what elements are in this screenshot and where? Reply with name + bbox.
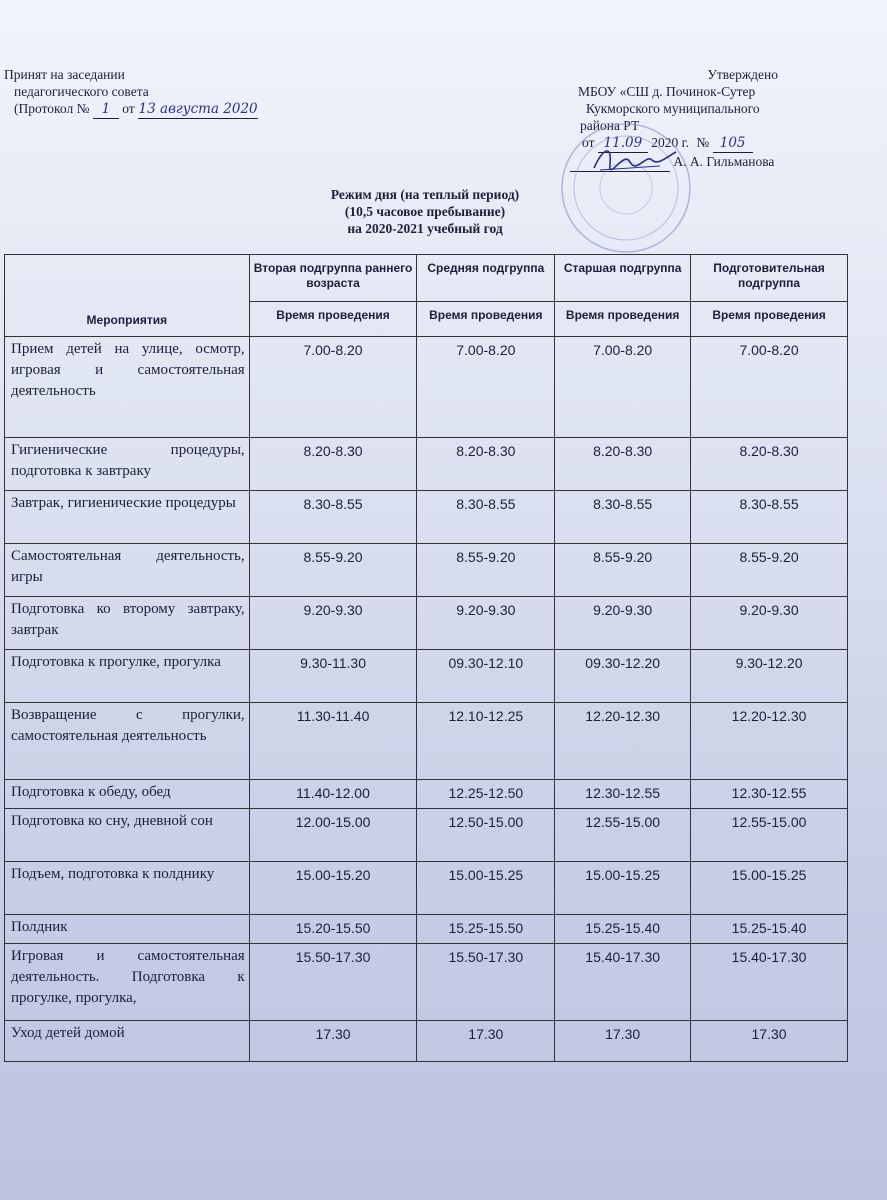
time-header: Время проведения bbox=[691, 302, 848, 337]
order-year: 2020 г. bbox=[651, 135, 689, 150]
time-cell: 8.30-8.55 bbox=[691, 491, 848, 544]
activity-cell: Возвращение с прогулки, самостоятельная деятельность bbox=[5, 703, 250, 780]
table-row bbox=[5, 703, 848, 780]
time-cell: 15.25-15.40 bbox=[691, 915, 848, 944]
time-cell: 9.30-11.30 bbox=[249, 650, 417, 703]
time-cell: 15.25-15.40 bbox=[555, 915, 691, 944]
table-row bbox=[5, 337, 848, 438]
time-cell: 17.30 bbox=[691, 1021, 848, 1062]
time-cell: 17.30 bbox=[555, 1021, 691, 1062]
time-header: Время проведения bbox=[249, 302, 417, 337]
table-row bbox=[5, 597, 848, 650]
activity-cell: Игровая и самостоятельная деятельность. Подготовка к прогулке, прогулка, bbox=[5, 944, 250, 1021]
table-row bbox=[5, 780, 848, 809]
org-line3: района РТ bbox=[580, 118, 640, 133]
time-cell: 8.20-8.30 bbox=[249, 438, 417, 491]
activity-cell: Гигиенические процедуры, подготовка к завтраку bbox=[5, 438, 250, 491]
time-cell: 9.30-12.20 bbox=[691, 650, 848, 703]
table-row bbox=[5, 438, 848, 491]
time-cell: 15.20-15.50 bbox=[249, 915, 417, 944]
time-cell: 8.20-8.30 bbox=[417, 438, 555, 491]
signatory-name: А. А. Гильманова bbox=[673, 154, 775, 169]
protocol-prefix: (Протокол № bbox=[14, 101, 90, 116]
time-cell: 7.00-8.20 bbox=[691, 337, 848, 438]
time-cell: 8.55-9.20 bbox=[691, 544, 848, 597]
time-cell: 15.40-17.30 bbox=[691, 944, 848, 1021]
activity-cell: Самостоятельная деятельность, игры bbox=[5, 544, 250, 597]
time-cell: 12.55-15.00 bbox=[555, 809, 691, 862]
group-header: Старшая подгруппа bbox=[555, 255, 691, 302]
table-row bbox=[5, 650, 848, 703]
time-cell: 7.00-8.20 bbox=[417, 337, 555, 438]
time-cell: 7.00-8.20 bbox=[249, 337, 417, 438]
table-row bbox=[5, 1021, 848, 1062]
table-row bbox=[5, 944, 848, 1021]
time-cell: 9.20-9.30 bbox=[417, 597, 555, 650]
group-header: Средняя подгруппа bbox=[417, 255, 555, 302]
time-cell: 12.50-15.00 bbox=[417, 809, 555, 862]
activity-cell: Уход детей домой bbox=[5, 1021, 250, 1062]
time-cell: 8.55-9.20 bbox=[249, 544, 417, 597]
time-cell: 12.10-12.25 bbox=[417, 703, 555, 780]
approved-label: Утверждено bbox=[707, 67, 778, 82]
table-row bbox=[5, 915, 848, 944]
time-cell: 15.25-15.50 bbox=[417, 915, 555, 944]
time-cell: 15.50-17.30 bbox=[417, 944, 555, 1021]
activity-cell: Подготовка ко сну, дневной сон bbox=[5, 809, 250, 862]
time-cell: 09.30-12.20 bbox=[555, 650, 691, 703]
time-cell: 17.30 bbox=[249, 1021, 417, 1062]
time-cell: 12.55-15.00 bbox=[691, 809, 848, 862]
signature-scribble bbox=[590, 140, 680, 176]
table-row bbox=[5, 862, 848, 915]
table-row bbox=[5, 809, 848, 862]
adoption-block bbox=[4, 66, 258, 119]
activity-cell: Подготовка к прогулке, прогулка bbox=[5, 650, 250, 703]
order-no-label: № bbox=[696, 135, 710, 150]
adoption-line2: педагогического совета bbox=[14, 84, 149, 99]
protocol-date: 13 августа 2020 bbox=[138, 101, 258, 117]
header-row-groups bbox=[5, 255, 848, 302]
protocol-from: от bbox=[122, 101, 135, 116]
activity-cell: Подготовка ко второму завтраку, завтрак bbox=[5, 597, 250, 650]
title-line1: Режим дня (на теплый период) bbox=[330, 187, 520, 202]
time-cell: 15.00-15.20 bbox=[249, 862, 417, 915]
time-header: Время проведения bbox=[417, 302, 555, 337]
time-cell: 12.20-12.30 bbox=[691, 703, 848, 780]
title-line2: (10,5 часовое пребывание) bbox=[344, 204, 506, 219]
activity-cell: Полдник bbox=[5, 915, 250, 944]
time-cell: 8.55-9.20 bbox=[555, 544, 691, 597]
protocol-line bbox=[4, 100, 258, 119]
group-header: Подготовительная подгруппа bbox=[691, 255, 848, 302]
time-cell: 8.30-8.55 bbox=[555, 491, 691, 544]
title-line3: на 2020-2021 учебный год bbox=[347, 221, 503, 236]
time-cell: 15.00-15.25 bbox=[555, 862, 691, 915]
time-cell: 12.25-12.50 bbox=[417, 780, 555, 809]
time-cell: 15.50-17.30 bbox=[249, 944, 417, 1021]
time-cell: 9.20-9.30 bbox=[691, 597, 848, 650]
activity-cell: Подготовка к обеду, обед bbox=[5, 780, 250, 809]
group-header: Вторая подгруппа раннего возраста bbox=[249, 255, 417, 302]
table-row bbox=[5, 544, 848, 597]
org-line1: МБОУ «СШ д. Починок-Сутер bbox=[578, 84, 756, 99]
time-cell: 15.40-17.30 bbox=[555, 944, 691, 1021]
protocol-number: 1 bbox=[93, 101, 119, 119]
time-cell: 9.20-9.30 bbox=[249, 597, 417, 650]
activity-cell: Прием детей на улице, осмотр, игровая и самостоятельная деятельность bbox=[5, 337, 250, 438]
time-cell: 8.20-8.30 bbox=[555, 438, 691, 491]
time-header: Время проведения bbox=[555, 302, 691, 337]
time-cell: 11.30-11.40 bbox=[249, 703, 417, 780]
time-cell: 15.00-15.25 bbox=[417, 862, 555, 915]
org-line2: Кукморского муниципального bbox=[586, 101, 760, 116]
time-cell: 8.30-8.55 bbox=[249, 491, 417, 544]
order-from: от bbox=[582, 135, 595, 150]
col-activities-header: Мероприятия bbox=[5, 255, 250, 337]
activity-cell: Подъем, подготовка к полднику bbox=[5, 862, 250, 915]
time-cell: 12.20-12.30 bbox=[555, 703, 691, 780]
time-cell: 12.30-12.55 bbox=[691, 780, 848, 809]
activity-cell: Завтрак, гигиенические процедуры bbox=[5, 491, 250, 544]
schedule-table bbox=[4, 254, 848, 1062]
time-cell: 12.30-12.55 bbox=[555, 780, 691, 809]
order-number: 105 bbox=[713, 135, 753, 153]
table-row bbox=[5, 491, 848, 544]
time-cell: 7.00-8.20 bbox=[555, 337, 691, 438]
time-cell: 9.20-9.30 bbox=[555, 597, 691, 650]
time-cell: 8.20-8.30 bbox=[691, 438, 848, 491]
time-cell: 12.00-15.00 bbox=[249, 809, 417, 862]
time-cell: 15.00-15.25 bbox=[691, 862, 848, 915]
adoption-line1: Принят на заседании bbox=[4, 67, 125, 82]
time-cell: 17.30 bbox=[417, 1021, 555, 1062]
order-date: 11.09 bbox=[598, 135, 648, 153]
time-cell: 8.55-9.20 bbox=[417, 544, 555, 597]
time-cell: 8.30-8.55 bbox=[417, 491, 555, 544]
time-cell: 09.30-12.10 bbox=[417, 650, 555, 703]
document-title bbox=[270, 186, 580, 237]
time-cell: 11.40-12.00 bbox=[249, 780, 417, 809]
